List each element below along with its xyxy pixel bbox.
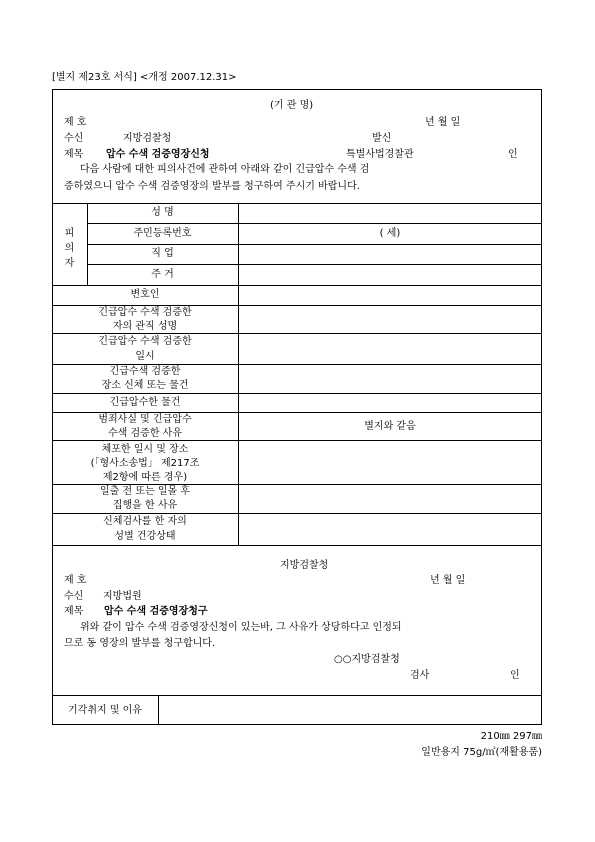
claim-body-line2: 므로 동 영장의 발부를 청구합니다. xyxy=(64,638,216,649)
request-seal: 인 xyxy=(508,149,518,160)
claim-body-line1: 위와 같이 압수 수색 검증영장신청이 있는바, 그 사유가 상당하다고 인정되 xyxy=(80,622,402,633)
divider xyxy=(52,440,542,441)
request-subject-label: 제목 xyxy=(64,149,84,160)
request-sender-role: 특별사법경찰관 xyxy=(346,149,414,160)
request-org: (기 관 명) xyxy=(270,100,314,111)
divider xyxy=(52,484,542,485)
divider xyxy=(52,545,542,546)
divider xyxy=(87,244,542,245)
divider xyxy=(52,285,542,286)
suspect-name-label: 성 명 xyxy=(151,207,174,218)
crime-value: 별지와 같음 xyxy=(364,421,416,432)
arrest-label-line1: 체포한 일시 및 장소 xyxy=(101,444,189,455)
seized-label: 긴급압수한 물건 xyxy=(109,397,181,408)
divider xyxy=(52,364,542,365)
claim-subject-label: 제목 xyxy=(64,606,84,617)
night-label-line1: 일출 전 또는 일몰 후 xyxy=(100,486,190,497)
divider xyxy=(52,393,542,394)
place-label-line1: 긴급수색 검증한 xyxy=(109,366,181,377)
request-to-value: 지방검찰청 xyxy=(123,133,172,144)
claim-to-label: 수신 xyxy=(64,591,84,602)
request-subject-value: 압수 수색 검증영장신청 xyxy=(106,149,210,160)
request-body-line1: 다음 사람에 대한 피의사건에 관하여 아래와 같이 긴급압수 수색 검 xyxy=(80,164,370,175)
paper-size: 210㎜ 297㎜ xyxy=(480,731,542,742)
claim-office: ○○지방검찰청 xyxy=(334,654,400,665)
divider xyxy=(52,333,542,334)
divider xyxy=(52,412,542,413)
arrest-label-line2: (「형사소송법」 제217조 xyxy=(90,458,200,469)
request-number-label: 제 호 xyxy=(64,117,87,128)
lawyer-label: 변호인 xyxy=(130,289,160,300)
suspect-label-char: 의 xyxy=(64,243,75,254)
request-from-label: 발신 xyxy=(372,133,392,144)
claim-seal: 인 xyxy=(510,670,520,681)
claim-number-label: 제 호 xyxy=(64,575,87,586)
executor-label-line1: 긴급압수 수색 검증한 xyxy=(98,307,192,318)
place-label-line2: 장소 신체 또는 물건 xyxy=(101,380,189,391)
claim-subject-value: 압수 수색 검증영장청구 xyxy=(104,606,208,617)
claim-date-label: 년 월 일 xyxy=(430,575,466,586)
divider xyxy=(87,264,542,265)
request-to-label: 수신 xyxy=(64,133,84,144)
divider xyxy=(52,305,542,306)
claim-prosecutor: 검사 xyxy=(410,670,430,681)
suspect-label-char: 자 xyxy=(64,258,75,269)
arrest-label-line3: 제2항에 따른 경우) xyxy=(102,472,188,483)
divider xyxy=(158,695,159,725)
suspect-id-label: 주민등록번호 xyxy=(133,228,192,239)
datetime-label-line2: 일시 xyxy=(135,351,155,362)
datetime-label-line1: 긴급압수 수색 검증한 xyxy=(98,336,192,347)
claim-org: 지방검찰청 xyxy=(280,560,329,571)
divider xyxy=(52,695,542,696)
suspect-address-label: 주 거 xyxy=(151,269,174,280)
bodycheck-label-line2: 성별 건강상태 xyxy=(114,531,176,542)
suspect-id-value: ( 세) xyxy=(379,228,401,239)
claim-to-value: 지방법원 xyxy=(103,591,142,602)
form-header: [별지 제23호 서식] <개정 2007.12.31> xyxy=(52,72,237,83)
request-body-line2: 증하였으니 압수 수색 검증영장의 발부를 청구하여 주시기 바랍니다. xyxy=(64,181,360,192)
crime-label-line1: 범죄사실 및 긴급압수 xyxy=(98,414,192,425)
executor-label-line2: 자의 관직 성명 xyxy=(112,321,178,332)
divider xyxy=(238,203,239,545)
suspect-job-label: 직 업 xyxy=(151,248,174,259)
divider xyxy=(52,203,542,204)
bodycheck-label-line1: 신체검사를 한 자의 xyxy=(103,516,187,527)
request-date-label: 년 월 일 xyxy=(425,117,461,128)
rejection-label: 기각취지 및 이유 xyxy=(68,705,142,716)
paper-type: 일반용지 75g/㎡(재활용품) xyxy=(421,747,542,758)
night-label-line2: 집행을 한 사유 xyxy=(112,500,178,511)
divider xyxy=(87,223,542,224)
suspect-label-char: 피 xyxy=(64,228,75,239)
divider xyxy=(52,513,542,514)
crime-label-line2: 수색 검증한 사유 xyxy=(108,428,182,439)
